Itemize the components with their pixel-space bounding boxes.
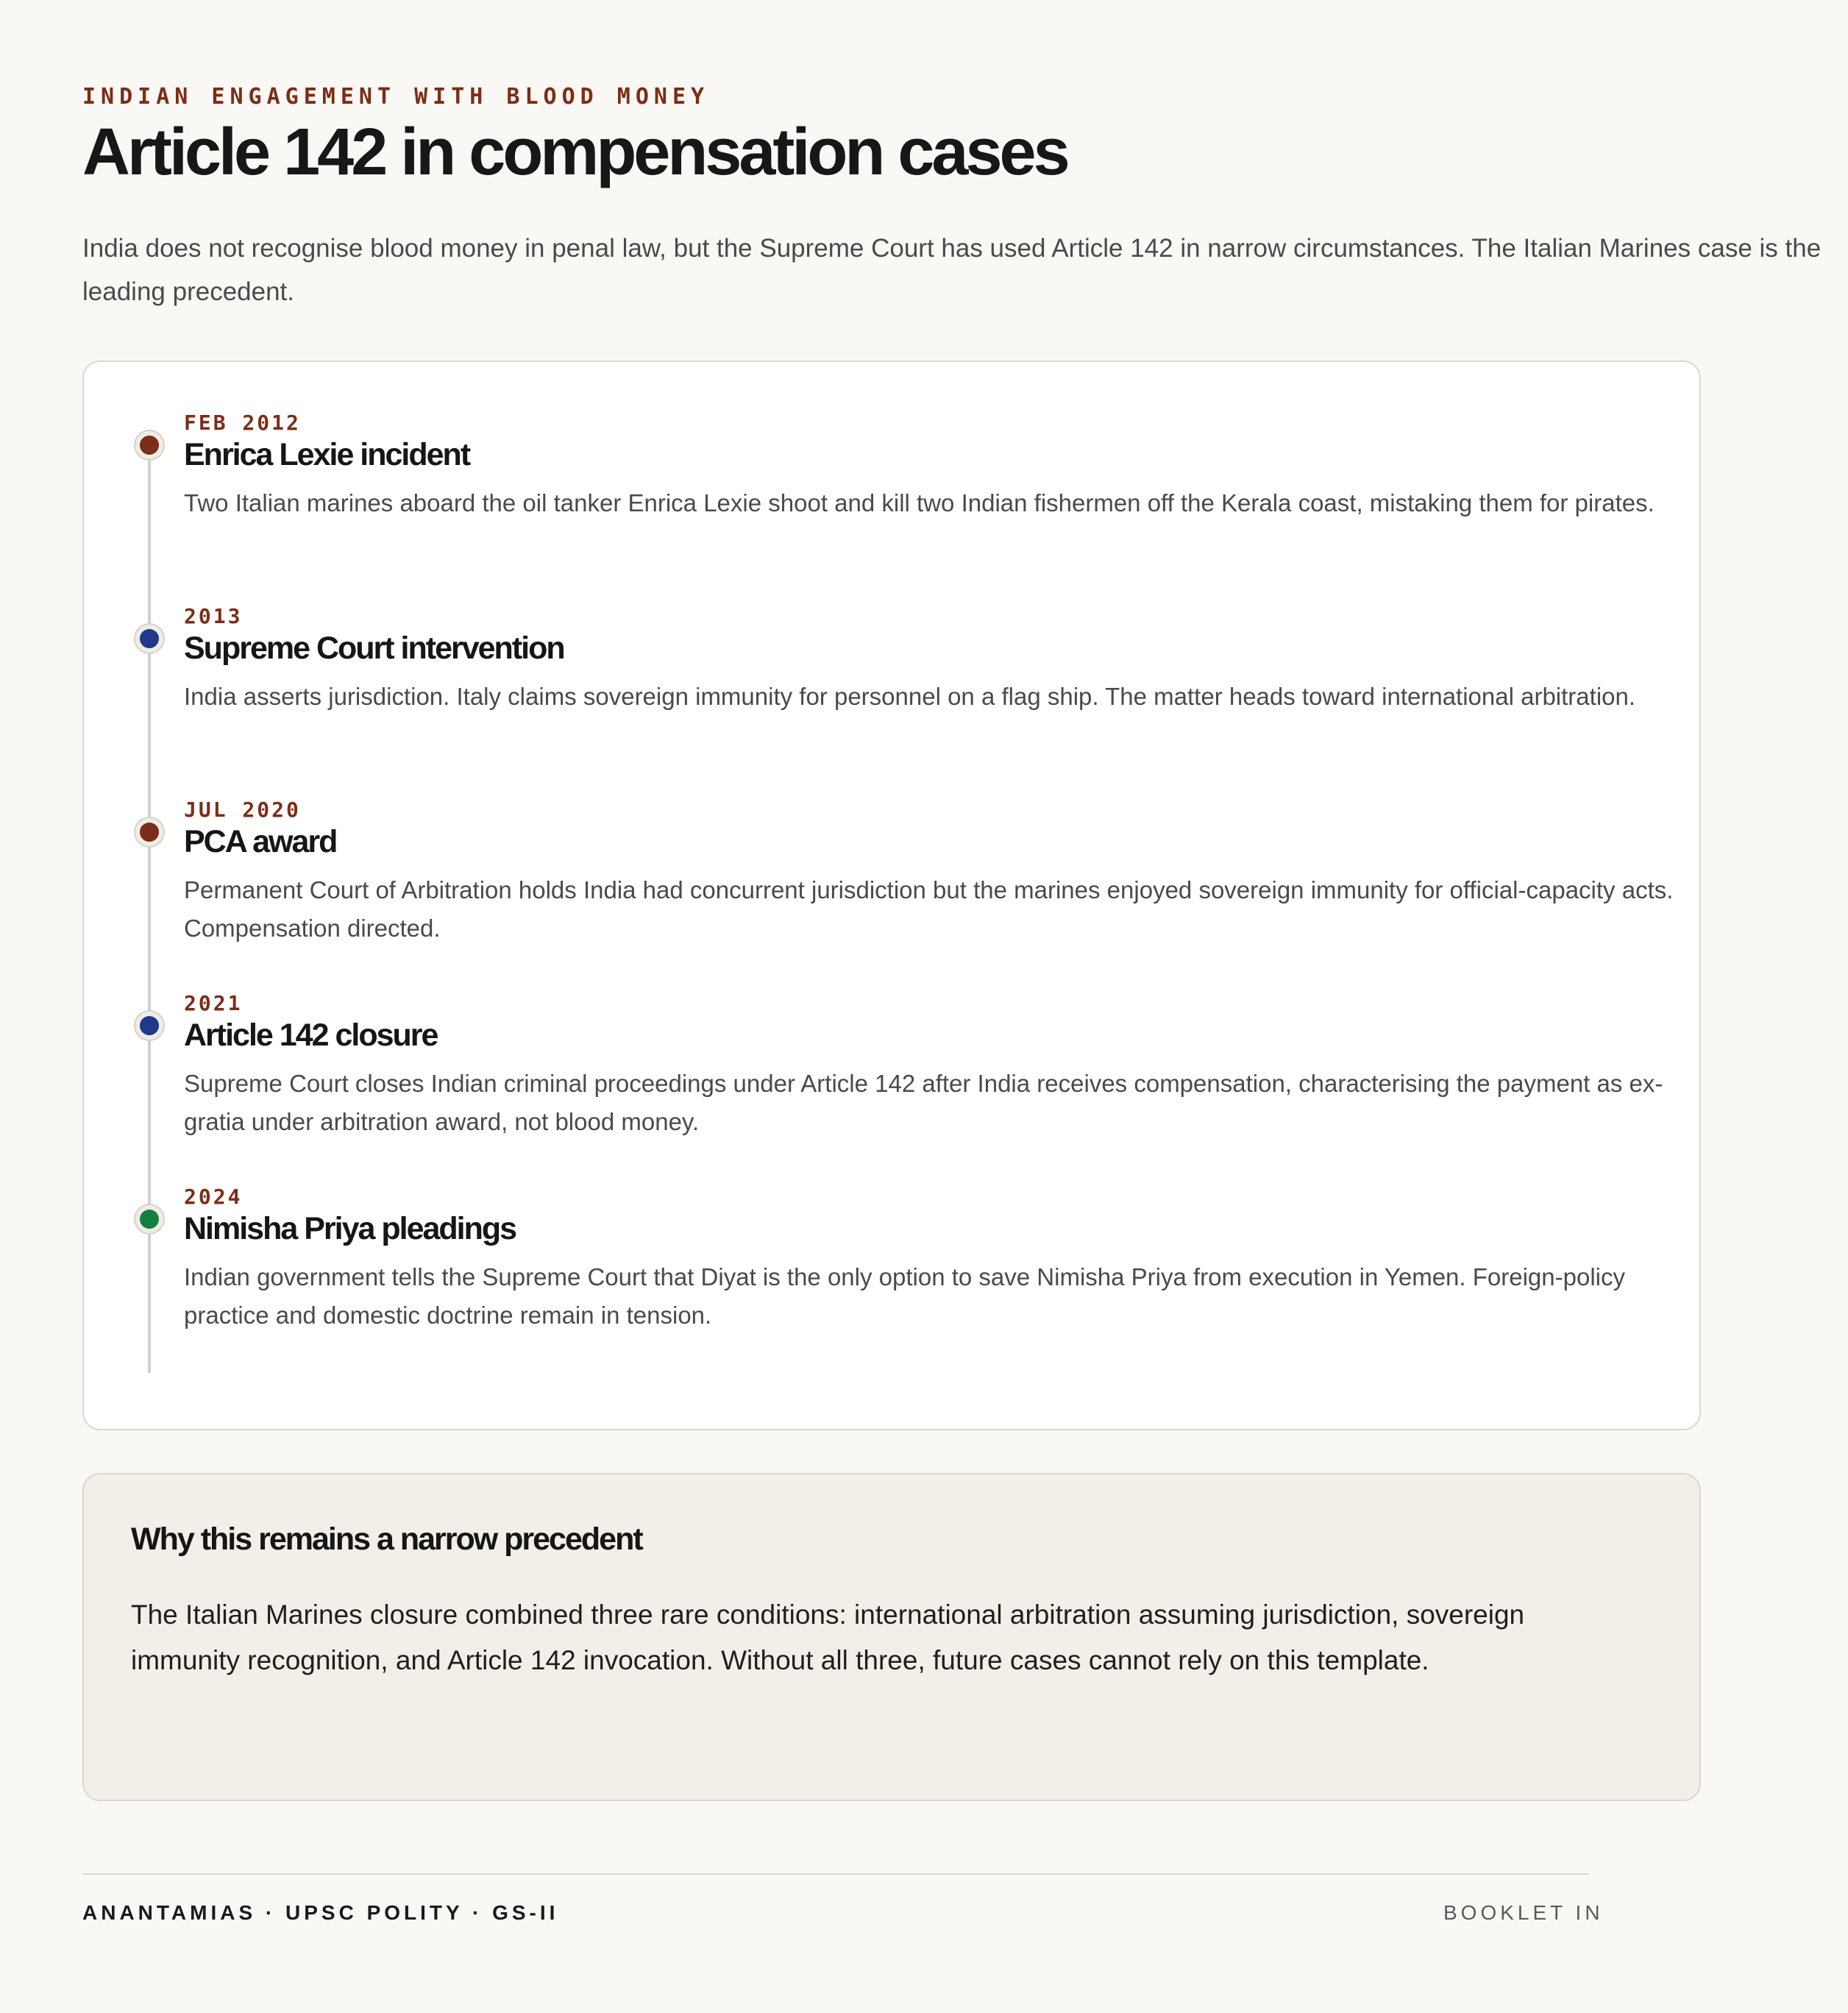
timeline-marker-icon [135, 818, 163, 846]
timeline-marker-icon [135, 1012, 163, 1040]
timeline-marker-icon [135, 625, 163, 653]
timeline-event [84, 991, 1702, 1160]
event-description: Permanent Court of Arbitration holds India had concurrent jurisdiction but the marines enjoyed sovereign immunity for official-capacity acts. Compensation directed. [184, 876, 1674, 942]
event-date: JUL 2020 [184, 798, 301, 822]
event-title: PCA award [184, 824, 337, 859]
timeline-event [84, 1185, 1702, 1354]
precedent-note-card [82, 1473, 1701, 1801]
event-description: Indian government tells the Supreme Court that Diyat is the only option to save Nimisha Priya from execution in Yemen. Foreign-policy practice and domestic doctrine remain in tension. [184, 1263, 1625, 1329]
note-heading: Why this remains a narrow precedent [131, 1522, 642, 1557]
timeline-event [84, 604, 1702, 773]
event-description: Two Italian marines aboard the oil tanker Enrica Lexie shoot and kill two Indian fishermen off the Kerala coast, mistaking them for pirates. [184, 489, 1655, 516]
event-title: Article 142 closure [184, 1018, 438, 1053]
intro-paragraph: India does not recognise blood money in penal law, but the Supreme Court has used Article 142 in narrow circumstances. The Italian Marines case is the leading precedent. [82, 234, 1822, 306]
page-title: Article 142 in compensation cases [82, 116, 1067, 189]
footer-booklet-label: BOOKLET IN [1443, 1901, 1604, 1924]
timeline-marker-icon [135, 431, 163, 459]
event-date: 2021 [184, 991, 243, 1015]
section-eyebrow: INDIAN ENGAGEMENT WITH BLOOD MONEY [82, 84, 710, 110]
event-date: 2013 [184, 604, 243, 628]
timeline-card [82, 361, 1701, 1430]
timeline-event [84, 411, 1702, 580]
page [82, 0, 1822, 2013]
event-date: FEB 2012 [184, 411, 301, 435]
event-title: Supreme Court intervention [184, 631, 564, 666]
footer-divider [82, 1873, 1589, 1875]
timeline-marker-icon [135, 1205, 163, 1233]
event-title: Enrica Lexie incident [184, 437, 470, 472]
timeline-event [84, 798, 1702, 967]
note-body: The Italian Marines closure combined three rare conditions: international arbitration assuming jurisdiction, sovereign immunity recognition, and Article 142 invocation. Without all three, future cases cannot rely on this template. [131, 1600, 1525, 1675]
event-title: Nimisha Priya pleadings [184, 1211, 516, 1246]
event-date: 2024 [184, 1185, 243, 1209]
event-description: India asserts jurisdiction. Italy claims sovereign immunity for personnel on a flag ship. The matter heads toward international arbitration. [184, 683, 1636, 710]
footer-brand: ANANTAMIAS · UPSC POLITY · GS-II [82, 1901, 559, 1924]
event-description: Supreme Court closes Indian criminal proceedings under Article 142 after India receives compensation, characterising the payment as ex-gratia under arbitration award, not blood money. [184, 1070, 1663, 1135]
